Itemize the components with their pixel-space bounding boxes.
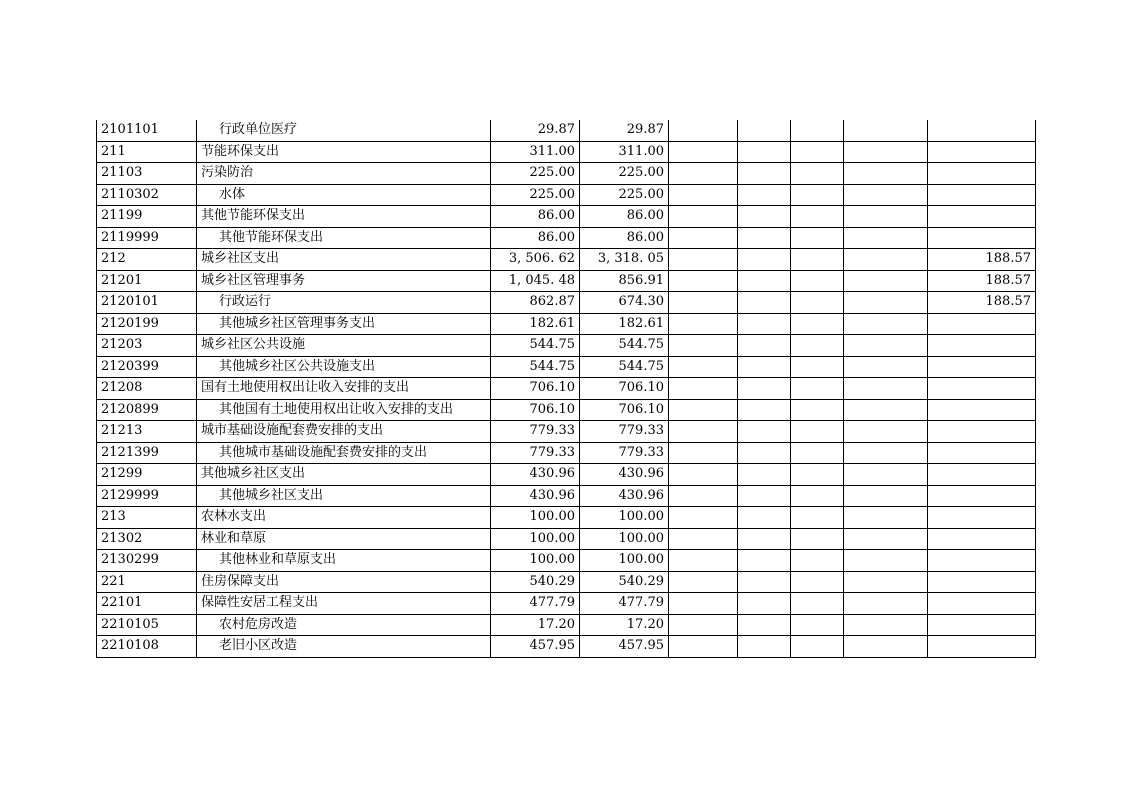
amount-cell-8: [844, 249, 928, 271]
total-amount-cell: 225.00: [491, 184, 580, 206]
amount-cell-5: [669, 313, 738, 335]
basic-amount-cell: 706.10: [580, 378, 669, 400]
amount-cell-9: [928, 120, 1036, 141]
table-row: [97, 399, 1036, 421]
basic-amount-cell: 430.96: [580, 464, 669, 486]
basic-amount-cell: 856.91: [580, 270, 669, 292]
basic-amount-cell: 477.79: [580, 593, 669, 615]
amount-cell-8: [844, 141, 928, 163]
amount-cell-5: [669, 464, 738, 486]
amount-cell-6: [738, 356, 791, 378]
amount-cell-5: [669, 184, 738, 206]
basic-amount-cell: 182.61: [580, 313, 669, 335]
amount-cell-9: [928, 507, 1036, 529]
amount-cell-9: [928, 141, 1036, 163]
subject-name-cell: 其他城乡社区支出: [197, 485, 491, 507]
total-amount-cell: 706.10: [491, 378, 580, 400]
amount-cell-7: [791, 120, 844, 141]
amount-cell-6: [738, 614, 791, 636]
basic-amount-cell: 779.33: [580, 442, 669, 464]
amount-cell-8: [844, 636, 928, 658]
amount-cell-8: [844, 120, 928, 141]
subject-name-cell: 国有土地使用权出让收入安排的支出: [197, 378, 491, 400]
amount-cell-7: [791, 485, 844, 507]
subject-name-cell: 节能环保支出: [197, 141, 491, 163]
table-row: [97, 593, 1036, 615]
table-row: [97, 442, 1036, 464]
amount-cell-7: [791, 507, 844, 529]
table-row: [97, 184, 1036, 206]
amount-cell-8: [844, 184, 928, 206]
basic-amount-cell: 86.00: [580, 227, 669, 249]
basic-amount-cell: 225.00: [580, 163, 669, 185]
amount-cell-9: [928, 399, 1036, 421]
basic-amount-cell: 544.75: [580, 356, 669, 378]
amount-cell-8: [844, 378, 928, 400]
amount-cell-6: [738, 571, 791, 593]
amount-cell-8: [844, 399, 928, 421]
total-amount-cell: 706.10: [491, 399, 580, 421]
amount-cell-6: [738, 270, 791, 292]
subject-code-cell: 2210105: [97, 614, 197, 636]
total-amount-cell: 100.00: [491, 550, 580, 572]
amount-cell-8: [844, 313, 928, 335]
amount-cell-5: [669, 421, 738, 443]
amount-cell-6: [738, 141, 791, 163]
amount-cell-8: [844, 614, 928, 636]
subject-code-cell: 2129999: [97, 485, 197, 507]
amount-cell-7: [791, 528, 844, 550]
amount-cell-7: [791, 636, 844, 658]
table-row: [97, 163, 1036, 185]
amount-cell-8: [844, 550, 928, 572]
table-row: [97, 249, 1036, 271]
amount-cell-8: [844, 206, 928, 228]
amount-cell-5: [669, 614, 738, 636]
amount-cell-6: [738, 636, 791, 658]
amount-cell-5: [669, 571, 738, 593]
subject-name-cell: 保障性安居工程支出: [197, 593, 491, 615]
amount-cell-7: [791, 421, 844, 443]
amount-cell-6: [738, 292, 791, 314]
amount-cell-9: [928, 528, 1036, 550]
total-amount-cell: 540.29: [491, 571, 580, 593]
amount-cell-9: [928, 378, 1036, 400]
amount-cell-8: [844, 163, 928, 185]
amount-cell-5: [669, 550, 738, 572]
amount-cell-9: [928, 614, 1036, 636]
table-row: [97, 206, 1036, 228]
table-row: [97, 507, 1036, 529]
subject-code-cell: 21208: [97, 378, 197, 400]
subject-code-cell: 2120101: [97, 292, 197, 314]
amount-cell-9: [928, 593, 1036, 615]
amount-cell-5: [669, 227, 738, 249]
amount-cell-9: [928, 356, 1036, 378]
table-row: [97, 356, 1036, 378]
total-amount-cell: 1, 045. 48: [491, 270, 580, 292]
amount-cell-9: [928, 163, 1036, 185]
amount-cell-6: [738, 550, 791, 572]
amount-cell-9: [928, 464, 1036, 486]
budget-table: [96, 120, 1036, 658]
amount-cell-5: [669, 636, 738, 658]
amount-cell-8: [844, 507, 928, 529]
subject-code-cell: 2120199: [97, 313, 197, 335]
subject-name-cell: 老旧小区改造: [197, 636, 491, 658]
subject-name-cell: 城市基础设施配套费安排的支出: [197, 421, 491, 443]
amount-cell-7: [791, 464, 844, 486]
subject-code-cell: 2130299: [97, 550, 197, 572]
subject-name-cell: 行政运行: [197, 292, 491, 314]
amount-cell-8: [844, 421, 928, 443]
total-amount-cell: 311.00: [491, 141, 580, 163]
amount-cell-7: [791, 399, 844, 421]
amount-cell-8: [844, 356, 928, 378]
amount-cell-6: [738, 313, 791, 335]
basic-amount-cell: 100.00: [580, 528, 669, 550]
amount-cell-6: [738, 528, 791, 550]
subject-name-cell: 行政单位医疗: [197, 120, 491, 141]
amount-cell-7: [791, 184, 844, 206]
subject-code-cell: 212: [97, 249, 197, 271]
subject-name-cell: 其他节能环保支出: [197, 227, 491, 249]
subject-name-cell: 其他国有土地使用权出让收入安排的支出: [197, 399, 491, 421]
basic-amount-cell: 311.00: [580, 141, 669, 163]
total-amount-cell: 779.33: [491, 442, 580, 464]
table-row: [97, 421, 1036, 443]
amount-cell-6: [738, 464, 791, 486]
table-row: [97, 528, 1036, 550]
amount-cell-5: [669, 399, 738, 421]
amount-cell-8: [844, 227, 928, 249]
subject-code-cell: 21302: [97, 528, 197, 550]
table-row: [97, 141, 1036, 163]
total-amount-cell: 544.75: [491, 356, 580, 378]
table-row: [97, 378, 1036, 400]
amount-cell-7: [791, 141, 844, 163]
amount-cell-8: [844, 270, 928, 292]
amount-cell-5: [669, 356, 738, 378]
amount-cell-5: [669, 206, 738, 228]
amount-cell-5: [669, 249, 738, 271]
subject-name-cell: 农村危房改造: [197, 614, 491, 636]
table-row: [97, 270, 1036, 292]
table-row: [97, 550, 1036, 572]
subject-code-cell: 2119999: [97, 227, 197, 249]
amount-cell-6: [738, 249, 791, 271]
subject-name-cell: 其他节能环保支出: [197, 206, 491, 228]
amount-cell-6: [738, 120, 791, 141]
subject-code-cell: 21203: [97, 335, 197, 357]
amount-cell-8: [844, 528, 928, 550]
subject-code-cell: 22101: [97, 593, 197, 615]
subject-code-cell: 2210108: [97, 636, 197, 658]
amount-cell-5: [669, 292, 738, 314]
subject-name-cell: 其他城乡社区公共设施支出: [197, 356, 491, 378]
amount-cell-7: [791, 163, 844, 185]
table-row: [97, 614, 1036, 636]
amount-cell-9: 188.57: [928, 270, 1036, 292]
subject-code-cell: 2121399: [97, 442, 197, 464]
amount-cell-5: [669, 485, 738, 507]
amount-cell-5: [669, 335, 738, 357]
total-amount-cell: 544.75: [491, 335, 580, 357]
basic-amount-cell: 100.00: [580, 550, 669, 572]
amount-cell-9: [928, 550, 1036, 572]
amount-cell-9: 188.57: [928, 292, 1036, 314]
amount-cell-6: [738, 485, 791, 507]
total-amount-cell: 86.00: [491, 227, 580, 249]
amount-cell-6: [738, 507, 791, 529]
amount-cell-8: [844, 442, 928, 464]
amount-cell-8: [844, 593, 928, 615]
table-row: [97, 485, 1036, 507]
amount-cell-9: [928, 184, 1036, 206]
subject-name-cell: 城乡社区支出: [197, 249, 491, 271]
total-amount-cell: 430.96: [491, 485, 580, 507]
amount-cell-6: [738, 593, 791, 615]
subject-name-cell: 其他城乡社区支出: [197, 464, 491, 486]
subject-name-cell: 其他林业和草原支出: [197, 550, 491, 572]
amount-cell-6: [738, 399, 791, 421]
total-amount-cell: 779.33: [491, 421, 580, 443]
basic-amount-cell: 29.87: [580, 120, 669, 141]
total-amount-cell: 3, 506. 62: [491, 249, 580, 271]
subject-code-cell: 213: [97, 507, 197, 529]
total-amount-cell: 477.79: [491, 593, 580, 615]
total-amount-cell: 86.00: [491, 206, 580, 228]
amount-cell-9: [928, 421, 1036, 443]
total-amount-cell: 29.87: [491, 120, 580, 141]
total-amount-cell: 100.00: [491, 507, 580, 529]
basic-amount-cell: 17.20: [580, 614, 669, 636]
amount-cell-7: [791, 292, 844, 314]
table-row: [97, 571, 1036, 593]
subject-code-cell: 2101101: [97, 120, 197, 141]
total-amount-cell: 430.96: [491, 464, 580, 486]
table-row: [97, 464, 1036, 486]
basic-amount-cell: 779.33: [580, 421, 669, 443]
subject-name-cell: 污染防治: [197, 163, 491, 185]
amount-cell-7: [791, 249, 844, 271]
amount-cell-6: [738, 227, 791, 249]
amount-cell-8: [844, 571, 928, 593]
subject-name-cell: 其他城乡社区管理事务支出: [197, 313, 491, 335]
subject-name-cell: 住房保障支出: [197, 571, 491, 593]
amount-cell-8: [844, 464, 928, 486]
amount-cell-7: [791, 593, 844, 615]
amount-cell-7: [791, 378, 844, 400]
amount-cell-7: [791, 356, 844, 378]
amount-cell-6: [738, 442, 791, 464]
amount-cell-5: [669, 141, 738, 163]
subject-name-cell: 城乡社区公共设施: [197, 335, 491, 357]
amount-cell-8: [844, 335, 928, 357]
subject-code-cell: 221: [97, 571, 197, 593]
amount-cell-6: [738, 206, 791, 228]
basic-amount-cell: 544.75: [580, 335, 669, 357]
subject-code-cell: 2120899: [97, 399, 197, 421]
amount-cell-7: [791, 550, 844, 572]
basic-amount-cell: 706.10: [580, 399, 669, 421]
amount-cell-9: [928, 313, 1036, 335]
amount-cell-7: [791, 614, 844, 636]
amount-cell-6: [738, 184, 791, 206]
amount-cell-9: 188.57: [928, 249, 1036, 271]
table-row: [97, 335, 1036, 357]
amount-cell-6: [738, 335, 791, 357]
amount-cell-9: [928, 227, 1036, 249]
amount-cell-9: [928, 485, 1036, 507]
amount-cell-5: [669, 378, 738, 400]
amount-cell-5: [669, 528, 738, 550]
table-row: [97, 120, 1036, 141]
amount-cell-6: [738, 421, 791, 443]
amount-cell-7: [791, 335, 844, 357]
subject-code-cell: 211: [97, 141, 197, 163]
subject-code-cell: 2120399: [97, 356, 197, 378]
subject-code-cell: 21199: [97, 206, 197, 228]
amount-cell-8: [844, 485, 928, 507]
basic-amount-cell: 225.00: [580, 184, 669, 206]
basic-amount-cell: 540.29: [580, 571, 669, 593]
basic-amount-cell: 457.95: [580, 636, 669, 658]
amount-cell-7: [791, 206, 844, 228]
basic-amount-cell: 430.96: [580, 485, 669, 507]
amount-cell-8: [844, 292, 928, 314]
amount-cell-5: [669, 442, 738, 464]
table-row: [97, 313, 1036, 335]
basic-amount-cell: 86.00: [580, 206, 669, 228]
subject-code-cell: 21213: [97, 421, 197, 443]
subject-code-cell: 21201: [97, 270, 197, 292]
amount-cell-7: [791, 313, 844, 335]
subject-code-cell: 21103: [97, 163, 197, 185]
total-amount-cell: 225.00: [491, 163, 580, 185]
total-amount-cell: 100.00: [491, 528, 580, 550]
amount-cell-9: [928, 571, 1036, 593]
amount-cell-7: [791, 227, 844, 249]
amount-cell-6: [738, 163, 791, 185]
amount-cell-9: [928, 206, 1036, 228]
amount-cell-7: [791, 571, 844, 593]
amount-cell-9: [928, 442, 1036, 464]
amount-cell-6: [738, 378, 791, 400]
amount-cell-5: [669, 120, 738, 141]
table-row: [97, 227, 1036, 249]
subject-code-cell: 2110302: [97, 184, 197, 206]
table-row: [97, 636, 1036, 658]
subject-name-cell: 林业和草原: [197, 528, 491, 550]
subject-name-cell: 农林水支出: [197, 507, 491, 529]
amount-cell-7: [791, 270, 844, 292]
total-amount-cell: 182.61: [491, 313, 580, 335]
amount-cell-5: [669, 507, 738, 529]
subject-name-cell: 城乡社区管理事务: [197, 270, 491, 292]
basic-amount-cell: 100.00: [580, 507, 669, 529]
amount-cell-9: [928, 335, 1036, 357]
amount-cell-9: [928, 636, 1036, 658]
amount-cell-5: [669, 593, 738, 615]
total-amount-cell: 457.95: [491, 636, 580, 658]
basic-amount-cell: 3, 318. 05: [580, 249, 669, 271]
amount-cell-7: [791, 442, 844, 464]
amount-cell-5: [669, 163, 738, 185]
table-row: [97, 292, 1036, 314]
subject-name-cell: 水体: [197, 184, 491, 206]
total-amount-cell: 17.20: [491, 614, 580, 636]
total-amount-cell: 862.87: [491, 292, 580, 314]
basic-amount-cell: 674.30: [580, 292, 669, 314]
amount-cell-5: [669, 270, 738, 292]
subject-name-cell: 其他城市基础设施配套费安排的支出: [197, 442, 491, 464]
subject-code-cell: 21299: [97, 464, 197, 486]
